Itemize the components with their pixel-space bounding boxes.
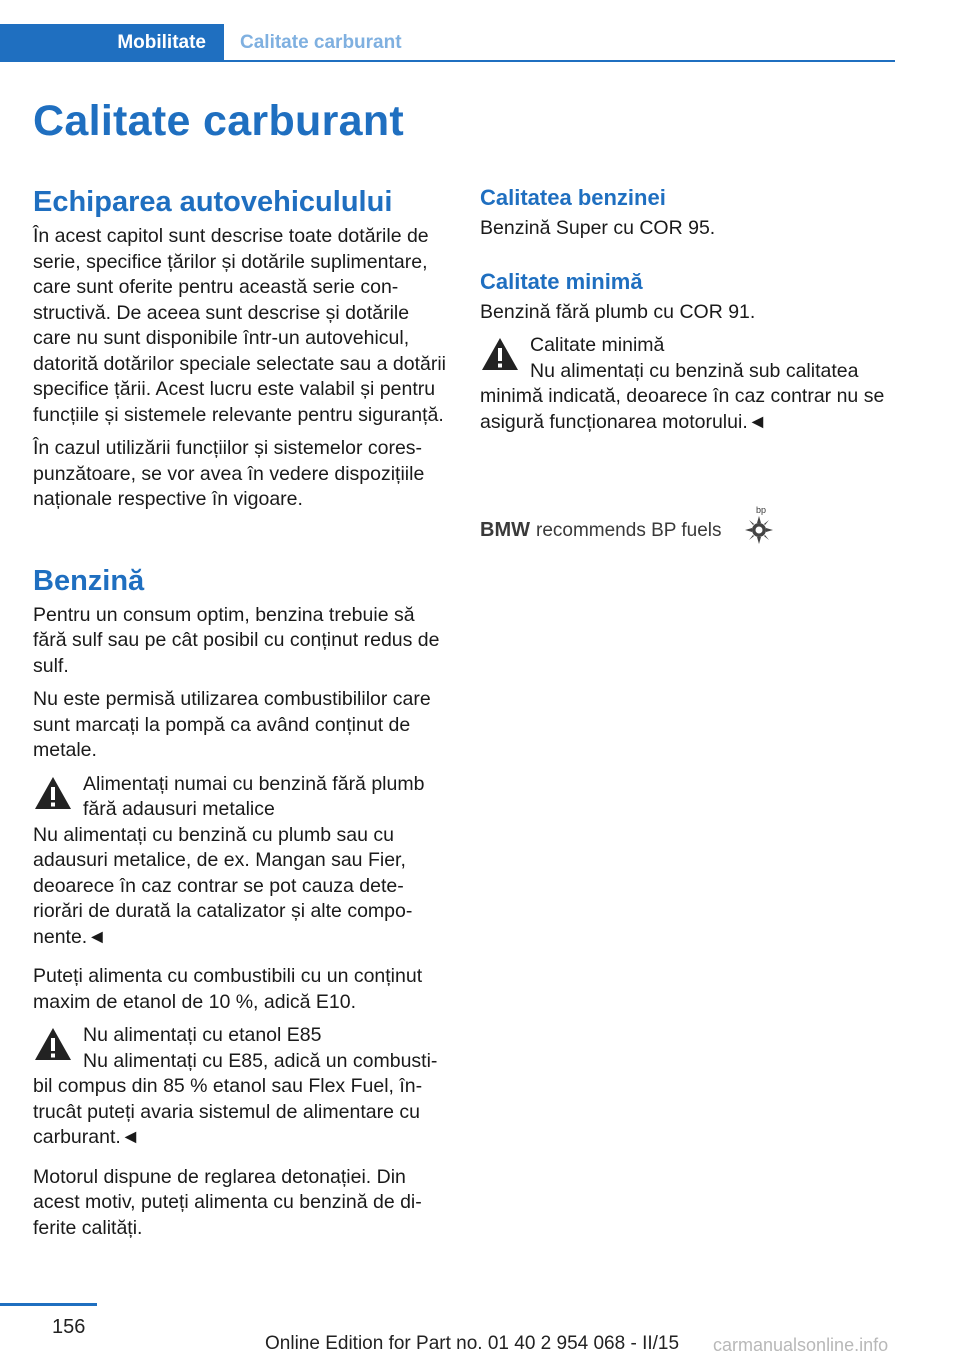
warning-block bbox=[33, 1023, 451, 1151]
section-title-calitate-minima: Calitate minimă bbox=[480, 268, 643, 294]
warning-block bbox=[33, 772, 451, 951]
section-title-benzina: Benzină bbox=[33, 564, 145, 597]
warning-triangle-icon bbox=[33, 774, 73, 814]
header-rule bbox=[224, 60, 895, 62]
warning-body: Nu alimentați cu benzină sub calitatea minimă indicată, deoarece în caz contrar nu se asigură funcționarea motorului.◄ bbox=[480, 359, 885, 433]
warning-triangle-icon bbox=[480, 335, 520, 375]
paragraph: Nu este permisă utilizarea combustibililor care sunt marcați la pompă ca având conținut de metale. bbox=[33, 688, 431, 761]
paragraph: Motorul dispune de reglarea detonației. Din acest motiv, puteți alimenta cu benzină de di‐ferite calități. bbox=[33, 1165, 422, 1239]
paragraph: Pentru un consum optim, benzina trebuie să fără sulf sau pe cât posibil cu conținut redus de sulf. bbox=[33, 603, 440, 677]
warning-title: Calitate minimă bbox=[530, 334, 665, 356]
left-column bbox=[33, 180, 451, 1249]
edition-note: Online Edition for Part no. 01 40 2 954 068 - II/15 bbox=[265, 1333, 680, 1354]
right-column bbox=[480, 180, 900, 443]
paragraph: În cazul utilizării funcțiilor și sistemelor cores‐punzătoare, se vor avea în vedere dispozițiile naționale respective în vigoare. bbox=[33, 437, 425, 510]
paragraph: Puteți alimenta cu combustibili cu un conținut maxim de etanol de 10 %, adică E10. bbox=[33, 965, 423, 1013]
warning-body: Nu alimentați cu E85, adică un combusti‐bil compus din 85 % etanol sau Flex Fuel, în‐trucât puteți avaria sistemul de alimentare cu carburant.◄ bbox=[33, 1049, 438, 1148]
footer-rule bbox=[0, 1303, 97, 1306]
warning-title: Alimentați numai cu benzină fără plumb fără adausuri metalice bbox=[83, 772, 425, 820]
page-number: 156 bbox=[52, 1316, 86, 1338]
header-tabbar bbox=[0, 24, 895, 62]
bp-helios-icon bbox=[744, 515, 774, 545]
paragraph: În acest capitol sunt descrise toate dotările de serie, specifice țărilor și dotările suplimentare, care sunt oferite pentru această serie con‐structivă. De aceea sunt descrise și dotările care nu sunt disponibile într-un autovehicul, datorită dotărilor speciale selectate sau a dotării specifice țării. Acest lucru este valabil și pentru funcțiile și sistemele relevante pentru siguranță. bbox=[33, 225, 446, 426]
warning-triangle-icon bbox=[33, 1025, 73, 1065]
tab-calitate-carburant[interactable]: Calitate carburant bbox=[240, 32, 402, 53]
tab-mobilitate[interactable]: Mobilitate bbox=[0, 24, 224, 62]
logo-bmw: BMW bbox=[480, 519, 530, 541]
logo-text: recommends BP fuels bbox=[536, 520, 722, 541]
section-title-calitatea-benzinei: Calitatea benzinei bbox=[480, 185, 666, 210]
watermark: carmanualsonline.info bbox=[713, 1335, 889, 1355]
paragraph: Benzină Super cu COR 95. bbox=[480, 217, 716, 239]
paragraph: Benzină fără plumb cu COR 91. bbox=[480, 300, 756, 323]
warning-body: Nu alimentați cu benzină cu plumb sau cu adausuri metalice, de ex. Mangan sau Fier, deoarece în caz contrar se pot cauza dete‐riorări de durată la catalizator și alte compo‐nente.◄ bbox=[33, 823, 413, 948]
logo-bp: bp bbox=[756, 505, 767, 515]
warning-block bbox=[480, 333, 900, 435]
warning-title: Nu alimentați cu etanol E85 bbox=[83, 1024, 322, 1046]
bp-fuels-logo bbox=[480, 505, 780, 547]
section-title-echiparea: Echiparea autovehiculului bbox=[33, 186, 393, 218]
page-title: Calitate carburant bbox=[33, 97, 405, 145]
